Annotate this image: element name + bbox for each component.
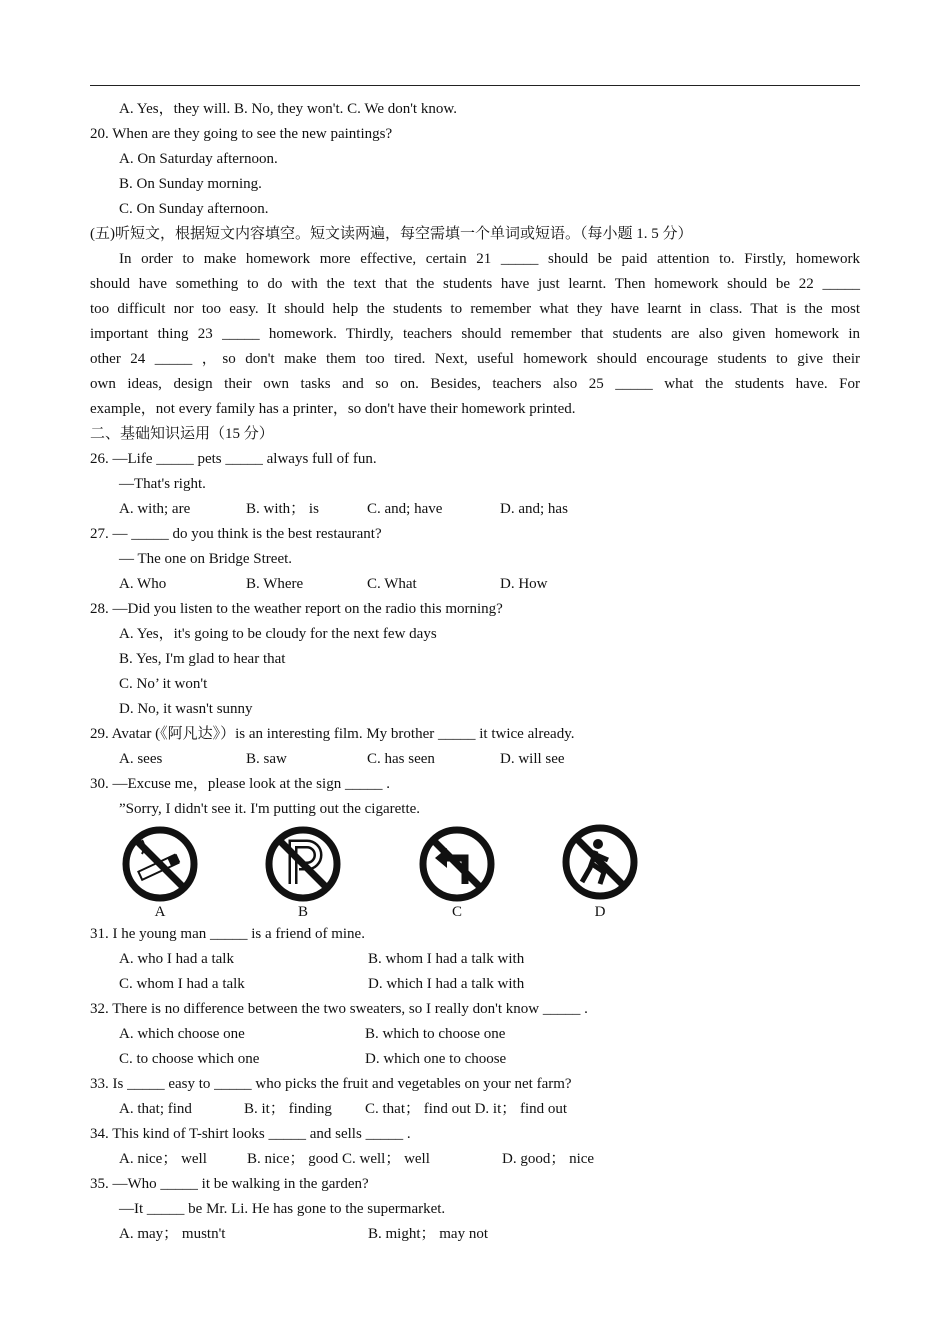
sign-label: D <box>594 904 606 920</box>
option-a: A. which choose one <box>119 1026 245 1042</box>
option-c: C. whom I had a talk <box>119 976 245 992</box>
q30-stem: 30. —Excuse me，please look at the sign _____ . <box>90 776 390 792</box>
option-c-d: C. that； find out D. it； find out <box>365 1101 568 1117</box>
option-d: D. which one to choose <box>365 1051 507 1067</box>
no-smoking-icon <box>120 824 200 904</box>
option-b: B. saw <box>246 751 287 767</box>
q34-stem: 34. This kind of T-shirt looks _____ and sells _____ . <box>90 1126 411 1142</box>
q34-options <box>90 1147 860 1172</box>
option-d: D. will see <box>500 751 565 767</box>
option-b: B. which to choose one <box>365 1026 506 1042</box>
passage-line: important thing 23 _____ homework. Thirdly, teachers should remember that students are also given homework in <box>90 326 860 342</box>
passage-line: too difficult nor too easy. It should help the students to remember what they have learnt in class. That is the most <box>90 301 860 317</box>
q35-options <box>90 1222 860 1247</box>
option-a: A. sees <box>119 751 163 767</box>
sign-label: C <box>451 904 462 920</box>
passage-line: own ideas, design their own tasks and so on. Besides, teachers also 25 _____ what the students have. For <box>90 376 860 392</box>
q32-options-row1 <box>90 1022 860 1047</box>
option-a: A. that; find <box>119 1101 192 1117</box>
q29-options <box>90 747 860 772</box>
sign-label: B <box>297 904 308 920</box>
q20-option-a: A. On Saturday afternoon. <box>119 151 278 167</box>
q33-stem: 33. Is _____ easy to _____ who picks the fruit and vegetables on your net farm? <box>90 1076 572 1092</box>
q30-reply: ”Sorry, I didn't see it. I'm putting out the cigarette. <box>119 801 421 817</box>
option-a: A. Who <box>119 576 167 592</box>
option-c: C. to choose which one <box>119 1051 260 1067</box>
q26-reply: —That's right. <box>119 476 206 492</box>
passage-line: should have something to do with the text that the students have just learnt. Then homework should be 22 _____ <box>90 276 860 292</box>
option-c: C. and; have <box>367 501 443 517</box>
no-left-turn-icon <box>417 824 497 904</box>
passage-line: In order to make homework more effective, certain 21 _____ should be paid attention to. Firstly, homework <box>119 251 860 267</box>
q28-option-b: B. Yes, I'm glad to hear that <box>119 651 286 667</box>
q28-option-a: A. Yes，it's going to be cloudy for the next few days <box>119 626 437 642</box>
sign-c <box>417 824 497 920</box>
option-d: D. good； nice <box>502 1151 595 1167</box>
q31-options-row1 <box>90 947 860 972</box>
option-b: B. with； is <box>246 501 319 517</box>
option-b: B. might； may not <box>368 1226 489 1242</box>
q28-stem: 28. —Did you listen to the weather report on the radio this morning? <box>90 601 503 617</box>
q32-stem: 32. There is no difference between the two sweaters, so I really don't know _____ . <box>90 1001 588 1017</box>
q32-options-row2 <box>90 1047 860 1072</box>
q27-options <box>90 572 860 597</box>
option-c: C. What <box>367 576 417 592</box>
exam-page <box>90 97 860 1247</box>
option-a: A. with; are <box>119 501 191 517</box>
option-d: D. How <box>500 576 548 592</box>
q26-stem: 26. —Life _____ pets _____ always full of fun. <box>90 451 377 467</box>
passage-line: example，not every family has a printer，so don't have their homework printed. <box>90 401 576 417</box>
q30-signs <box>90 822 860 922</box>
passage <box>90 247 860 422</box>
option-a: A. may； mustn't <box>119 1226 226 1242</box>
q35-stem: 35. —Who _____ it be walking in the garden? <box>90 1176 369 1192</box>
section-5-heading: (五)听短文，根据短文内容填空。短文读两遍，每空需填一个单词或短语。（每小题 1. 5 分） <box>90 226 693 242</box>
option-a: A. who I had a talk <box>119 951 234 967</box>
q31-stem: 31. I he young man _____ is a friend of mine. <box>90 926 365 942</box>
q28-option-c: C. No’ it won't <box>119 676 208 692</box>
section-2-heading: 二、基础知识运用（15 分） <box>90 426 274 442</box>
option-b: B. Where <box>246 576 304 592</box>
q27-reply: — The one on Bridge Street. <box>119 551 293 567</box>
option-c: C. has seen <box>367 751 435 767</box>
q20-option-c: C. On Sunday afternoon. <box>119 201 269 217</box>
option-b-c: B. nice； good C. well； well <box>247 1151 430 1167</box>
sign-label: A <box>154 904 166 920</box>
option-d: D. and; has <box>500 501 568 517</box>
q26-options <box>90 497 860 522</box>
q20-stem: 20. When are they going to see the new paintings? <box>90 126 393 142</box>
q29-stem: 29. Avatar (《阿凡达》）is an interesting film. My brother _____ it twice already. <box>90 726 575 742</box>
option-b: B. whom I had a talk with <box>368 951 525 967</box>
q35-reply: —It _____ be Mr. Li. He has gone to the supermarket. <box>119 1201 446 1217</box>
q33-options <box>90 1097 860 1122</box>
sign-d <box>560 824 640 920</box>
q28-option-d: D. No, it wasn't sunny <box>119 701 253 717</box>
sign-b <box>263 824 343 920</box>
no-littering-icon <box>560 824 640 904</box>
passage-line: other 24 _____ ，so don't make them too tired. Next, useful homework should encourage students to give their <box>90 351 860 367</box>
header-rule <box>90 85 860 86</box>
q27-stem: 27. — _____ do you think is the best restaurant? <box>90 526 382 542</box>
q20-option-b: B. On Sunday morning. <box>119 176 262 192</box>
option-b: B. it； finding <box>244 1101 332 1117</box>
q31-options-row2 <box>90 972 860 997</box>
no-parking-icon <box>263 824 343 904</box>
option-d: D. which I had a talk with <box>368 976 525 992</box>
q19-options: A. Yes，they will. B. No, they won't. C. We don't know. <box>119 101 457 117</box>
sign-a <box>120 824 200 920</box>
option-a: A. nice； well <box>119 1151 207 1167</box>
